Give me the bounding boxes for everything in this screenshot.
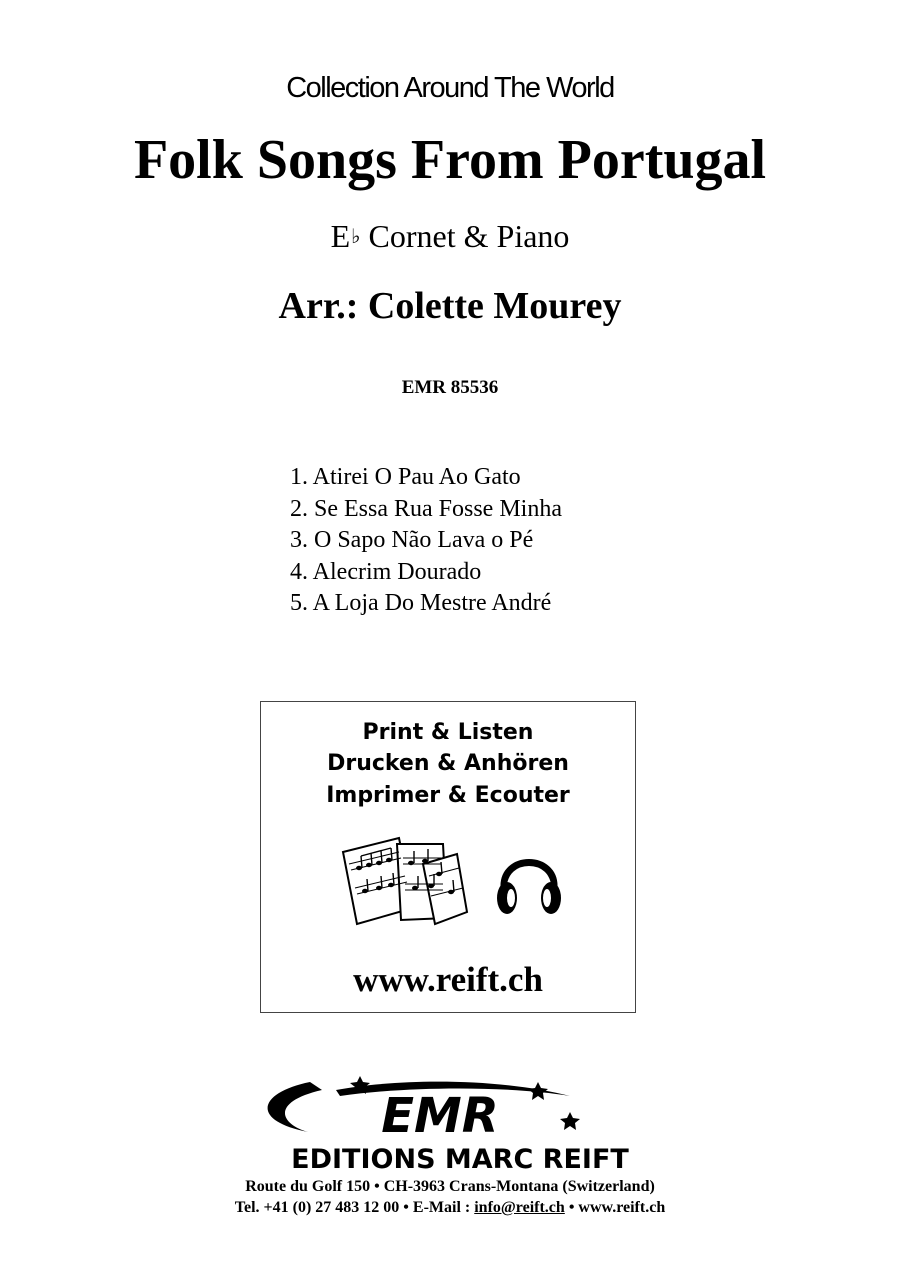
headphones-icon [494, 842, 564, 922]
promo-line-english: Print & Listen [362, 720, 534, 745]
page-title: Folk Songs From Portugal [133, 129, 767, 191]
star-icon [528, 1082, 548, 1100]
instrumentation [0, 216, 900, 261]
website-url: www.reift.ch [353, 960, 543, 999]
list-item: 5. A Loja Do Mestre André [290, 590, 552, 616]
phone-text: Tel. +41 (0) 27 483 12 00 • E-Mail : [234, 1199, 475, 1216]
list-item: 2. Se Essa Rua Fosse Minha [290, 495, 562, 522]
emr-logo [240, 1072, 680, 1176]
flat-accidental: ♭ [351, 226, 361, 248]
publisher-address: Route du Golf 150 • CH-3963 Crans-Montana (Switzerland) [245, 1178, 655, 1195]
list-item: 3. O Sapo Não Lava o Pé [290, 527, 534, 553]
logo-wordmark: EDITIONS MARC REIFT [291, 1144, 629, 1175]
web-text: • www.reift.ch [564, 1199, 666, 1216]
list-item: 1. Atirei O Pau Ao Gato [290, 464, 521, 490]
instrument-names: Cornet & Piano [360, 218, 570, 254]
publisher-contact [0, 1197, 900, 1219]
series-title: Collection Around The World [286, 72, 614, 104]
logo-mark: EMR [381, 1088, 499, 1144]
song-list [290, 462, 562, 620]
promo-line-french: Imprimer & Ecouter [326, 783, 570, 808]
promo-line-german: Drucken & Anhören [327, 751, 569, 776]
catalog-number: EMR 85536 [401, 377, 499, 398]
print-listen-box [260, 701, 636, 1013]
instrument-key: E [330, 218, 351, 254]
star-icon [560, 1112, 580, 1130]
email-link[interactable]: info@reift.ch [474, 1199, 565, 1216]
list-item: 4. Alecrim Dourado [290, 558, 482, 585]
arranger: Arr.: Colette Mourey [278, 285, 622, 327]
sheet-music-icon [339, 834, 469, 929]
